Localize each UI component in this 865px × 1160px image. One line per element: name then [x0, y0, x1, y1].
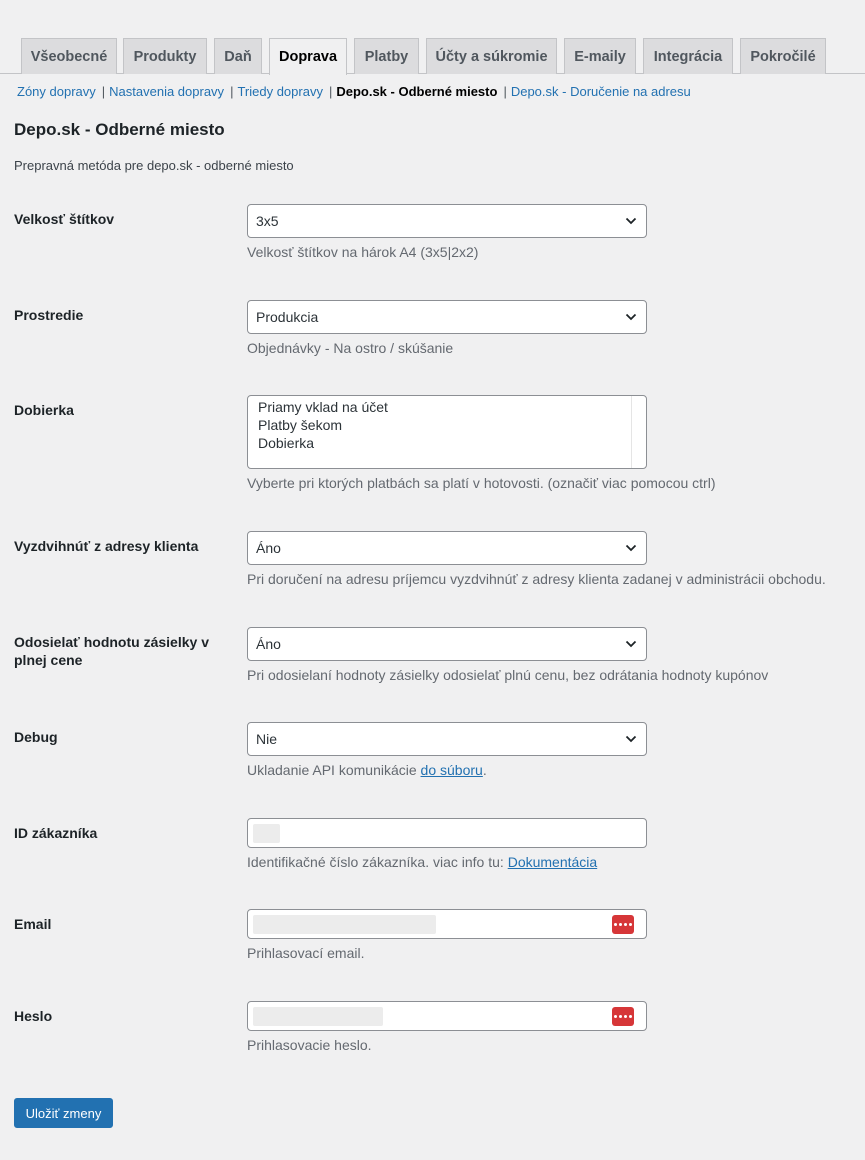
label-size-label: Velkosť štítkov	[14, 211, 115, 227]
tab-shipping[interactable]: Doprava	[269, 38, 347, 75]
debug-description-suffix: .	[482, 762, 487, 778]
debug-log-file-link[interactable]: do súboru	[420, 762, 483, 778]
chevron-down-icon	[625, 734, 637, 744]
label-size-value: 3x5	[256, 213, 279, 229]
environment-label: Prostredie	[14, 307, 84, 323]
subnav-separator: |	[101, 84, 106, 99]
password-description: Prihlasovacie heslo.	[247, 1037, 372, 1053]
tab-payments[interactable]: Platby	[354, 38, 419, 74]
subnav-shipping-settings[interactable]: Nastavenia dopravy	[109, 84, 225, 99]
cod-description: Vyberte pri ktorých platbách sa platí v hotovosti. (označiť viac pomocou ctrl)	[247, 475, 716, 491]
chevron-down-icon	[625, 543, 637, 553]
environment-select[interactable]	[247, 300, 647, 334]
save-changes-button[interactable]: Uložiť zmeny	[14, 1098, 113, 1128]
subnav-depo-home-delivery[interactable]: Depo.sk - Doručenie na adresu	[510, 84, 691, 99]
password-label: Heslo	[14, 1008, 53, 1024]
customer-id-description	[247, 854, 597, 870]
tab-general[interactable]: Všeobecné	[21, 38, 117, 74]
tab-emails[interactable]: E-maily	[564, 38, 636, 74]
redacted-value	[253, 915, 436, 934]
tab-accounts-privacy[interactable]: Účty a súkromie	[426, 38, 557, 74]
email-description: Prihlasovací email.	[247, 945, 365, 961]
label-size-description: Velkosť štítkov na hárok A4 (3x5|2x2)	[247, 244, 479, 260]
redacted-value	[253, 1007, 383, 1026]
label-size-select[interactable]	[247, 204, 647, 238]
cod-option[interactable]: Platby šekom	[258, 417, 343, 433]
customer-id-description-text: Identifikačné číslo zákazníka. viac info tu:	[247, 854, 508, 870]
pickup-value: Áno	[256, 540, 281, 556]
debug-select[interactable]	[247, 722, 647, 756]
tab-integration[interactable]: Integrácia	[643, 38, 733, 74]
pickup-select[interactable]	[247, 531, 647, 565]
password-manager-icon[interactable]	[612, 1007, 634, 1026]
tab-tax[interactable]: Daň	[214, 38, 262, 74]
full-price-value: Áno	[256, 636, 281, 652]
subnav-shipping-zones[interactable]: Zóny dopravy	[17, 84, 96, 99]
tab-advanced[interactable]: Pokročilé	[740, 38, 826, 74]
pickup-description: Pri doručení na adresu príjemcu vyzdvihnúť z adresy klienta zadanej v administrácii obchodu.	[247, 571, 826, 587]
chevron-down-icon	[625, 639, 637, 649]
debug-description-text: Ukladanie API komunikácie	[247, 762, 421, 778]
page-title: Depo.sk - Odberné miesto	[14, 120, 225, 139]
full-price-label: Odosielať hodnotu zásielky v plnej cene	[14, 634, 209, 668]
environment-value: Produkcia	[256, 309, 319, 325]
chevron-down-icon	[625, 216, 637, 226]
password-input[interactable]	[247, 1001, 647, 1031]
debug-value: Nie	[256, 731, 278, 747]
full-price-select[interactable]	[247, 627, 647, 661]
shipping-subnav	[17, 84, 691, 102]
cod-multiselect[interactable]	[247, 395, 647, 469]
debug-label: Debug	[14, 729, 58, 745]
documentation-link[interactable]: Dokumentácia	[507, 854, 598, 870]
cod-label: Dobierka	[14, 402, 74, 418]
page-description: Prepravná metóda pre depo.sk - odberné miesto	[14, 158, 294, 173]
subnav-separator: |	[503, 84, 507, 99]
subnav-separator: |	[328, 84, 333, 99]
settings-tabs	[0, 38, 865, 74]
redacted-value	[253, 824, 280, 843]
environment-description: Objednávky - Na ostro / skúšanie	[247, 340, 454, 356]
email-label: Email	[14, 916, 52, 932]
cod-option[interactable]: Dobierka	[258, 435, 315, 451]
cod-option[interactable]: Priamy vklad na účet	[258, 399, 388, 415]
tab-products[interactable]: Produkty	[123, 38, 207, 74]
password-manager-icon[interactable]	[612, 915, 634, 934]
customer-id-label: ID zákazníka	[14, 825, 98, 841]
cod-scrollbar[interactable]	[631, 396, 646, 468]
chevron-down-icon	[625, 312, 637, 322]
full-price-description: Pri odosielaní hodnoty zásielky odosielať plnú cenu, bez odrátania hodnoty kupónov	[247, 667, 769, 683]
debug-description	[247, 762, 487, 778]
subnav-shipping-classes[interactable]: Triedy dopravy	[237, 84, 323, 99]
pickup-label: Vyzdvihnúť z adresy klienta	[14, 538, 199, 554]
email-input[interactable]	[247, 909, 647, 939]
subnav-separator: |	[230, 84, 234, 99]
customer-id-input[interactable]	[247, 818, 647, 848]
subnav-depo-pickup-point: Depo.sk - Odberné miesto	[336, 84, 498, 99]
